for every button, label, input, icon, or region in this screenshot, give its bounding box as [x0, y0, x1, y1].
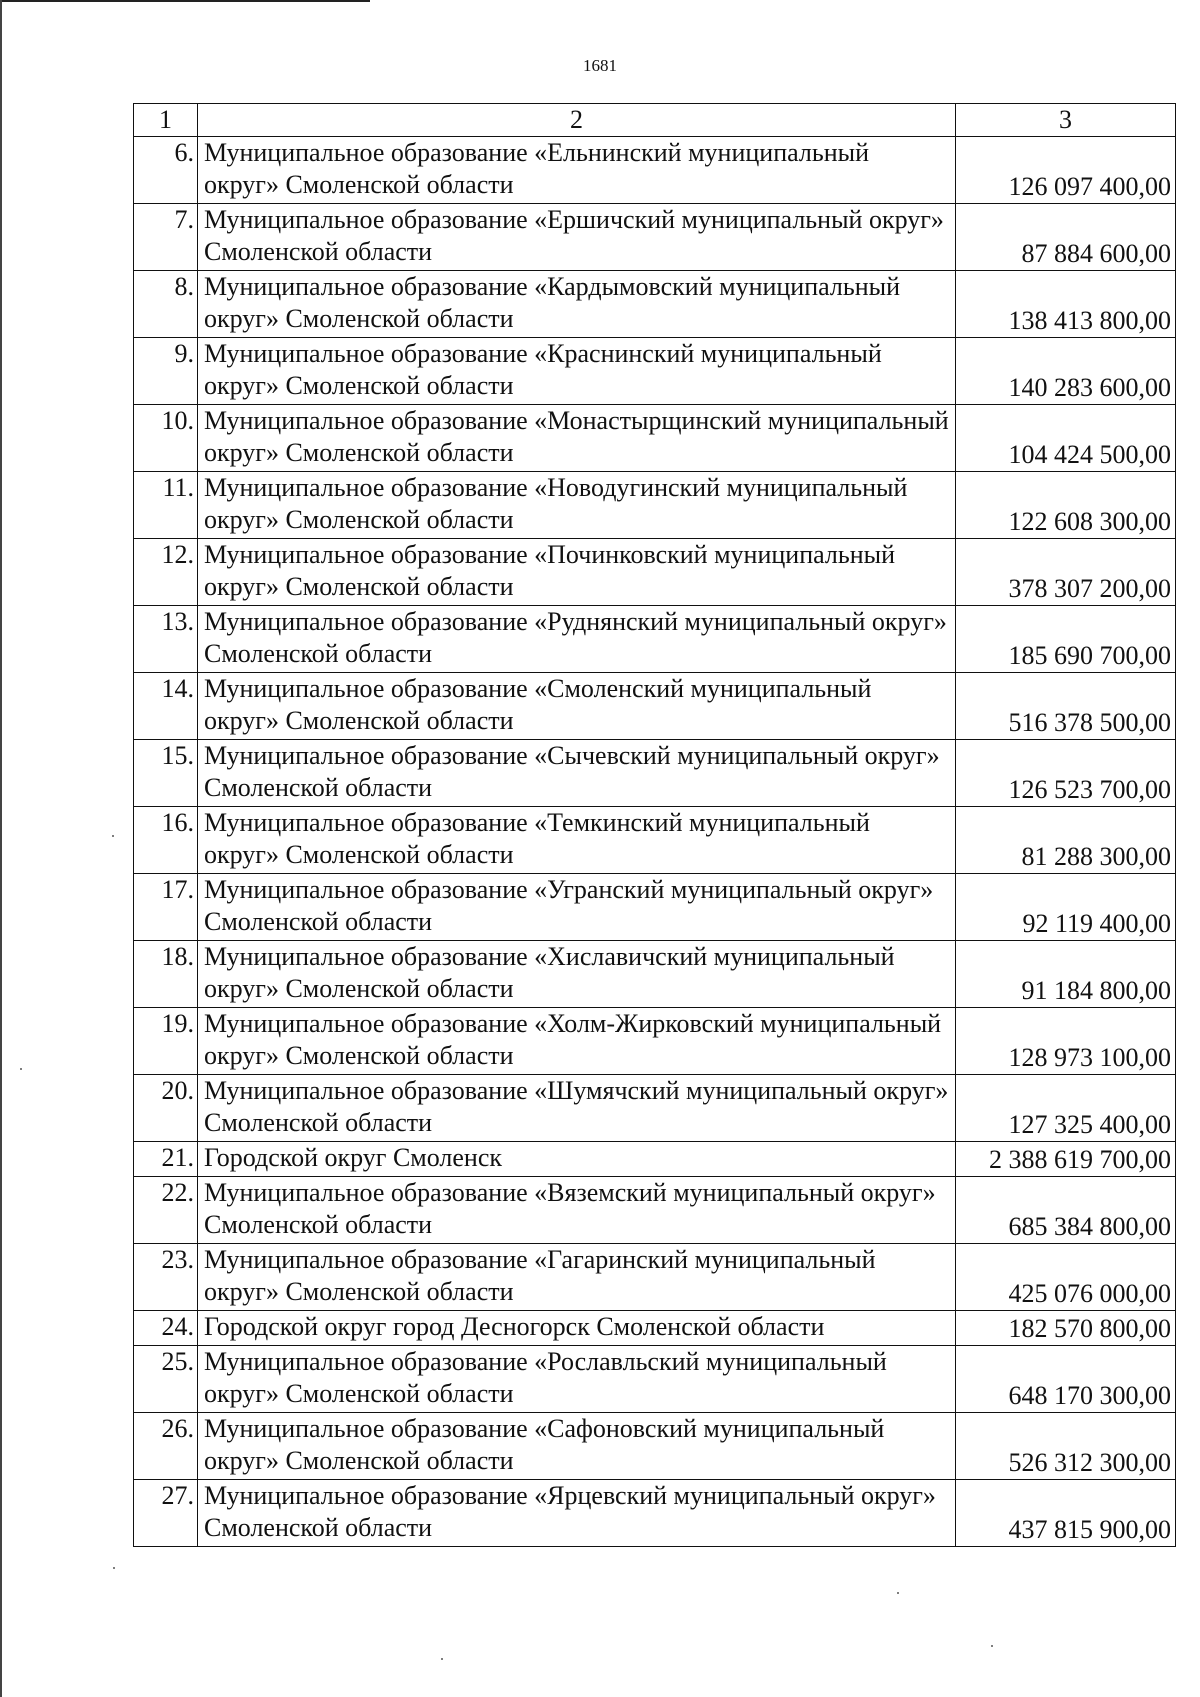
table-row: [134, 1075, 1176, 1142]
header-col-1: 1: [134, 104, 198, 137]
page-number: 1681: [583, 56, 617, 75]
table-row: [134, 405, 1176, 472]
table-header-row: [134, 104, 1176, 137]
allocation-amount: 92 119 400,00: [956, 874, 1176, 941]
allocation-amount: 126 097 400,00: [956, 137, 1176, 204]
allocation-amount: 91 184 800,00: [956, 941, 1176, 1008]
allocation-amount: 182 570 800,00: [956, 1311, 1176, 1346]
row-number: 8.: [134, 271, 198, 338]
municipality-name: Муниципальное образование «Ершичский муниципальный округ» Смоленской области: [198, 204, 956, 271]
allocation-amount: 127 325 400,00: [956, 1075, 1176, 1142]
allocation-amount: 128 973 100,00: [956, 1008, 1176, 1075]
table-row: [134, 1480, 1176, 1547]
row-number: 10.: [134, 405, 198, 472]
table-row: [134, 740, 1176, 807]
scan-speck: [897, 1592, 899, 1594]
scan-edge-top: [0, 0, 370, 2]
table-row: [134, 1244, 1176, 1311]
municipality-name: Муниципальное образование «Ярцевский муниципальный округ» Смоленской области: [198, 1480, 956, 1547]
allocation-amount: 122 608 300,00: [956, 472, 1176, 539]
scan-speck: [112, 835, 114, 837]
table-row: [134, 1177, 1176, 1244]
row-number: 14.: [134, 673, 198, 740]
scan-speck: [113, 1567, 115, 1569]
municipality-name: Муниципальное образование «Вяземский муниципальный округ» Смоленской области: [198, 1177, 956, 1244]
row-number: 16.: [134, 807, 198, 874]
row-number: 25.: [134, 1346, 198, 1413]
municipality-name: Муниципальное образование «Новодугинский муниципальный округ» Смоленской области: [198, 472, 956, 539]
scan-edge-left: [0, 0, 2, 1697]
row-number: 6.: [134, 137, 198, 204]
allocation-amount: 516 378 500,00: [956, 673, 1176, 740]
allocation-amount: 425 076 000,00: [956, 1244, 1176, 1311]
table-row: [134, 271, 1176, 338]
municipality-name: Муниципальное образование «Сафоновский муниципальный округ» Смоленской области: [198, 1413, 956, 1480]
row-number: 24.: [134, 1311, 198, 1346]
municipality-name: Городской округ Смоленск: [198, 1142, 956, 1177]
row-number: 27.: [134, 1480, 198, 1547]
municipality-name: Муниципальное образование «Руднянский муниципальный округ» Смоленской области: [198, 606, 956, 673]
row-number: 23.: [134, 1244, 198, 1311]
row-number: 12.: [134, 539, 198, 606]
row-number: 7.: [134, 204, 198, 271]
row-number: 13.: [134, 606, 198, 673]
table-row: [134, 338, 1176, 405]
header-col-3: 3: [956, 104, 1176, 137]
table-row: [134, 807, 1176, 874]
allocation-amount: 140 283 600,00: [956, 338, 1176, 405]
municipality-name: Муниципальное образование «Монастырщинский муниципальный округ» Смоленской области: [198, 405, 956, 472]
table-row: [134, 874, 1176, 941]
allocation-amount: 526 312 300,00: [956, 1413, 1176, 1480]
municipality-name: Муниципальное образование «Гагаринский муниципальный округ» Смоленской области: [198, 1244, 956, 1311]
table-row: [134, 1142, 1176, 1177]
municipality-name: Муниципальное образование «Хиславичский муниципальный округ» Смоленской области: [198, 941, 956, 1008]
allocation-amount: 81 288 300,00: [956, 807, 1176, 874]
municipality-name: Муниципальное образование «Холм-Жирковский муниципальный округ» Смоленской области: [198, 1008, 956, 1075]
municipality-name: Городской округ город Десногорск Смоленской области: [198, 1311, 956, 1346]
allocation-table: [133, 103, 1176, 1547]
row-number: 9.: [134, 338, 198, 405]
allocation-amount: 185 690 700,00: [956, 606, 1176, 673]
municipality-name: Муниципальное образование «Краснинский муниципальный округ» Смоленской области: [198, 338, 956, 405]
allocation-amount: 138 413 800,00: [956, 271, 1176, 338]
allocation-amount: 378 307 200,00: [956, 539, 1176, 606]
allocation-amount: 2 388 619 700,00: [956, 1142, 1176, 1177]
municipality-name: Муниципальное образование «Смоленский муниципальный округ» Смоленской области: [198, 673, 956, 740]
municipality-name: Муниципальное образование «Сычевский муниципальный округ» Смоленской области: [198, 740, 956, 807]
table-row: [134, 204, 1176, 271]
row-number: 11.: [134, 472, 198, 539]
municipality-name: Муниципальное образование «Шумячский муниципальный округ» Смоленской области: [198, 1075, 956, 1142]
table-row: [134, 606, 1176, 673]
municipality-name: Муниципальное образование «Темкинский муниципальный округ» Смоленской области: [198, 807, 956, 874]
row-number: 17.: [134, 874, 198, 941]
row-number: 21.: [134, 1142, 198, 1177]
row-number: 15.: [134, 740, 198, 807]
municipality-name: Муниципальное образование «Ельнинский муниципальный округ» Смоленской области: [198, 137, 956, 204]
table-row: [134, 941, 1176, 1008]
allocation-amount: 648 170 300,00: [956, 1346, 1176, 1413]
table-row: [134, 539, 1176, 606]
allocation-amount: 87 884 600,00: [956, 204, 1176, 271]
municipality-name: Муниципальное образование «Кардымовский муниципальный округ» Смоленской области: [198, 271, 956, 338]
table-row: [134, 472, 1176, 539]
table-row: [134, 1311, 1176, 1346]
table-row: [134, 1413, 1176, 1480]
row-number: 20.: [134, 1075, 198, 1142]
allocation-amount: 104 424 500,00: [956, 405, 1176, 472]
scan-speck: [441, 1658, 443, 1660]
scan-speck: [991, 1645, 993, 1647]
allocation-amount: 126 523 700,00: [956, 740, 1176, 807]
municipality-name: Муниципальное образование «Починковский муниципальный округ» Смоленской области: [198, 539, 956, 606]
municipality-name: Муниципальное образование «Рославльский муниципальный округ» Смоленской области: [198, 1346, 956, 1413]
row-number: 22.: [134, 1177, 198, 1244]
row-number: 18.: [134, 941, 198, 1008]
municipality-name: Муниципальное образование «Угранский муниципальный округ» Смоленской области: [198, 874, 956, 941]
allocation-amount: 437 815 900,00: [956, 1480, 1176, 1547]
allocation-amount: 685 384 800,00: [956, 1177, 1176, 1244]
table-row: [134, 1008, 1176, 1075]
row-number: 19.: [134, 1008, 198, 1075]
row-number: 26.: [134, 1413, 198, 1480]
table-row: [134, 1346, 1176, 1413]
table-row: [134, 673, 1176, 740]
table-row: [134, 137, 1176, 204]
header-col-2: 2: [198, 104, 956, 137]
scan-speck: [20, 1068, 22, 1070]
